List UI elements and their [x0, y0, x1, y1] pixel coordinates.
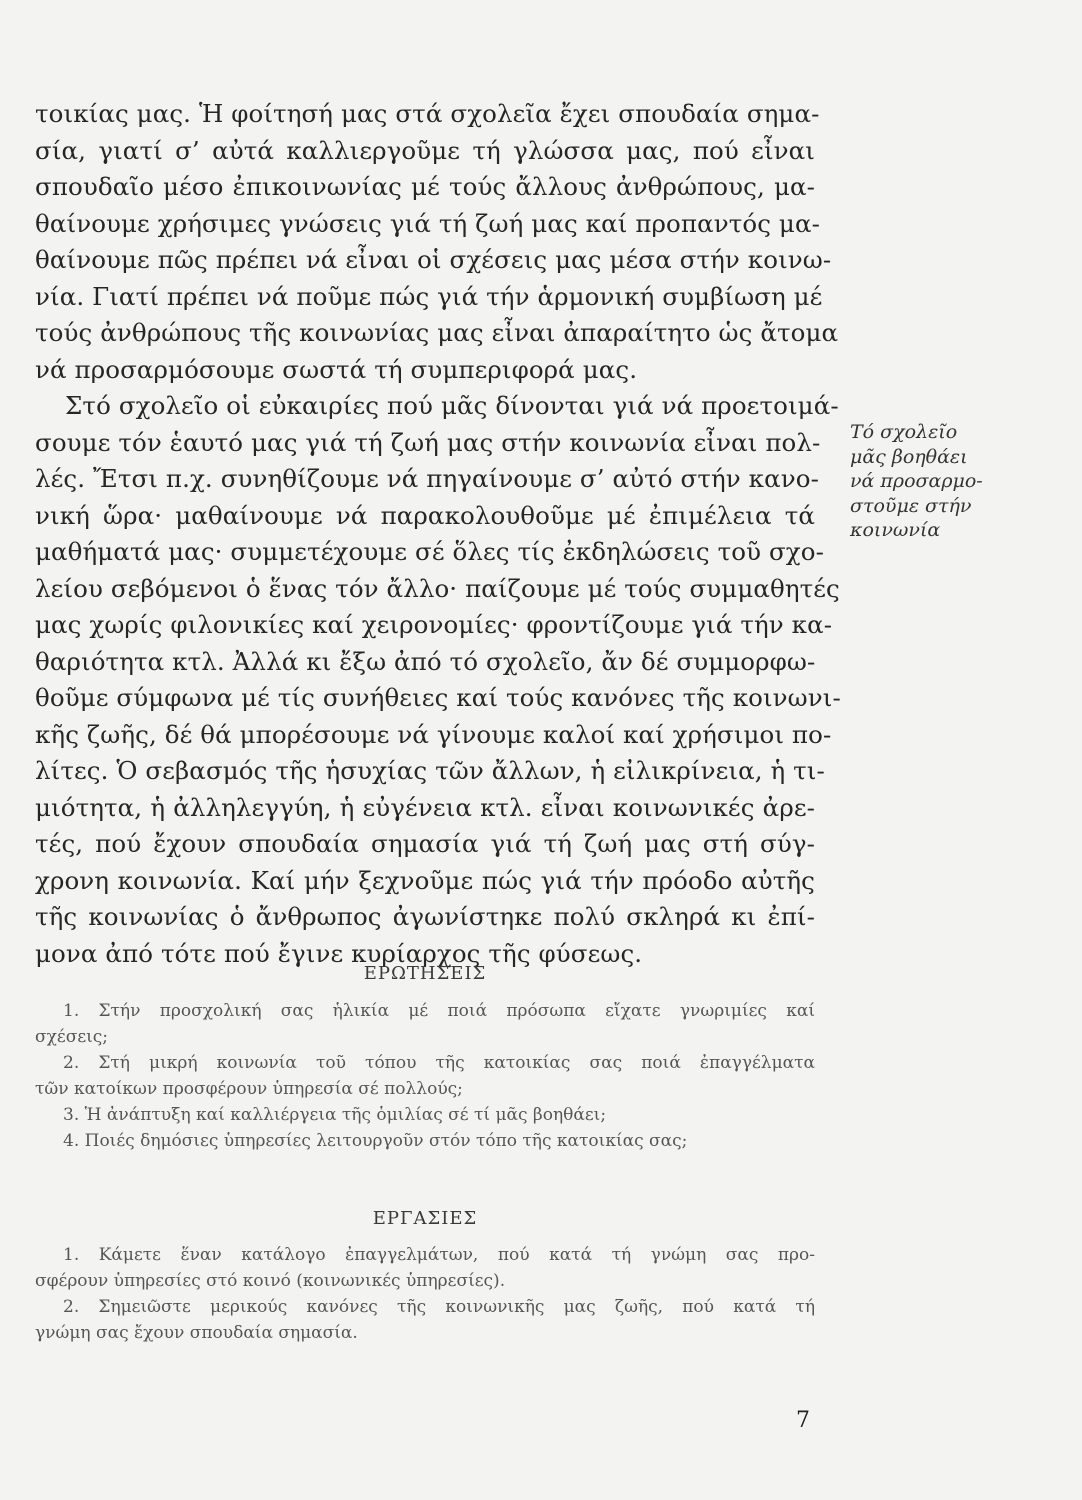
- margin-note-line: μᾶς βοηθάει: [850, 445, 968, 468]
- text-line: σουμε τόν ἑαυτό μας γιά τή ζωή μας στήν κοινωνία εἶναι πολ-: [35, 427, 821, 457]
- text-line: νική ὥρα· μαθαίνουμε νά παρακολουθοῦμε μέ ἐπιμέλεια τά: [35, 500, 815, 530]
- text-line: λές. Ἔτσι π.χ. συνηθίζουμε νά πηγαίνουμε σ’ αὐτό στήν κανο-: [35, 464, 819, 493]
- question-line: 2. Στή μικρή κοινωνία τοῦ τόπου τῆς κατοικίας σας ποιά ἐπαγγέλματα: [63, 1053, 815, 1073]
- page-number: 7: [796, 1408, 810, 1433]
- text-line: τούς ἀνθρώπους τῆς κοινωνίας μας εἶναι ἀπαραίτητο ὡς ἄτομα: [35, 318, 839, 347]
- question-line: 1. Στήν προσχολική σας ἡλικία μέ ποιά πρόσωπα εἴχατε γνωριμίες καί: [63, 1001, 815, 1021]
- text-line: μονα ἀπό τότε πού ἔγινε κυρίαρχος τῆς φύσεως.: [35, 938, 643, 968]
- questions-heading: ΕΡΩΤΗΣΕΙΣ: [363, 963, 487, 984]
- tasks-list: [35, 1242, 815, 1346]
- task-line: 2. Σημειῶστε μερικούς κανόνες τῆς κοινωνικῆς μας ζωῆς, πού κατά τή: [63, 1297, 815, 1317]
- text-line: μαθήματά μας· συμμετέχουμε σέ ὅλες τίς ἐκδηλώσεις τοῦ σχο-: [35, 537, 824, 566]
- text-line: θαριότητα κτλ. Ἀλλά κι ἔξω ἀπό τό σχολεῖο, ἄν δέ συμμορφω-: [35, 646, 816, 676]
- question-line: σχέσεις;: [35, 1027, 109, 1047]
- question-line: 3. Ἡ ἀνάπτυξη καί καλλιέργεια τῆς ὁμιλίας σέ τί μᾶς βοηθάει;: [63, 1105, 607, 1125]
- text-line: τοικίας μας. Ἡ φοίτησή μας στά σχολεῖα ἔχει σπουδαία σημα-: [35, 99, 820, 128]
- text-line: τῆς κοινωνίας ὁ ἄνθρωπος ἀγωνίστηκε πολύ σκληρά κι ἐπί-: [35, 902, 815, 931]
- task-line: γνώμη σας ἔχουν σπουδαία σημασία.: [35, 1323, 358, 1343]
- text-line: κῆς ζωῆς, δέ θά μπορέσουμε νά γίνουμε καλοί καί χρήσιμοι πο-: [35, 719, 832, 749]
- question-line: τῶν κατοίκων προσφέρουν ὑπηρεσία σέ πολλούς;: [35, 1079, 463, 1099]
- task-line: 1. Κάμετε ἕναν κατάλογο ἐπαγγελμάτων, πού κατά τή γνώμη σας προ-: [63, 1245, 815, 1265]
- text-line: θαίνουμε χρήσιμες γνώσεις γιά τή ζωή μας καί προπαντός μα-: [35, 208, 820, 238]
- task-line: σφέρουν ὑπηρεσίες στό κοινό (κοινωνικές ὑπηρεσίες).: [35, 1271, 506, 1291]
- text-line: μας χωρίς φιλονικίες καί χειρονομίες· φροντίζουμε γιά τήν κα-: [35, 610, 833, 639]
- tasks-heading: ΕΡΓΑΣΙΕΣ: [372, 1208, 478, 1229]
- margin-note: [850, 420, 1050, 543]
- text-line: σία, γιατί σ’ αὐτά καλλιεργοῦμε τή γλώσσα μας, πού εἶναι: [35, 135, 815, 165]
- text-line: χρονη κοινωνία. Καί μήν ξεχνοῦμε πώς γιά τήν πρόοδο αὐτῆς: [35, 865, 815, 895]
- margin-note-line: κοινωνία: [850, 519, 941, 541]
- text-line: τές, πού ἔχουν σπουδαία σημασία γιά τή ζωή μας στή σύγ-: [35, 829, 815, 858]
- question-line: 4. Ποιές δημόσιες ὑπηρεσίες λειτουργοῦν στόν τόπο τῆς κατοικίας σας;: [63, 1131, 688, 1151]
- questions-list: [35, 998, 815, 1154]
- margin-note-line: στοῦμε στήν: [850, 494, 972, 517]
- text-line: μιότητα, ἡ ἀλληλεγγύη, ἡ εὐγένεια κτλ. εἶναι κοινωνικές ἀρε-: [35, 792, 815, 822]
- text-line: Στό σχολεῖο οἱ εὐκαιρίες πού μᾶς δίνονται γιά νά προετοιμά-: [65, 391, 839, 420]
- margin-note-line: νά προσαρμο-: [850, 470, 983, 492]
- text-line: θοῦμε σύμφωνα μέ τίς συνήθειες καί τούς κανόνες τῆς κοινωνι-: [35, 683, 841, 712]
- text-line: νά προσαρμόσουμε σωστά τή συμπεριφορά μας.: [35, 354, 638, 384]
- text-line: σπουδαῖο μέσο ἐπικοινωνίας μέ τούς ἄλλους ἀνθρώπους, μα-: [35, 172, 815, 201]
- text-line: νία. Γιατί πρέπει νά ποῦμε πώς γιά τήν ἁρμονική συμβίωση μέ: [35, 281, 823, 311]
- main-text-block: [35, 96, 841, 972]
- text-line: θαίνουμε πῶς πρέπει νά εἶναι οἱ σχέσεις μας μέσα στήν κοινω-: [35, 245, 832, 274]
- margin-note-line: Τό σχολεῖο: [850, 421, 958, 443]
- text-line: λίτες. Ὁ σεβασμός τῆς ἡσυχίας τῶν ἄλλων, ἡ εἰλικρίνεια, ἡ τι-: [35, 756, 825, 785]
- text-line: λείου σεβόμενοι ὁ ἕνας τόν ἄλλο· παίζουμε μέ τούς συμμαθητές: [35, 573, 840, 603]
